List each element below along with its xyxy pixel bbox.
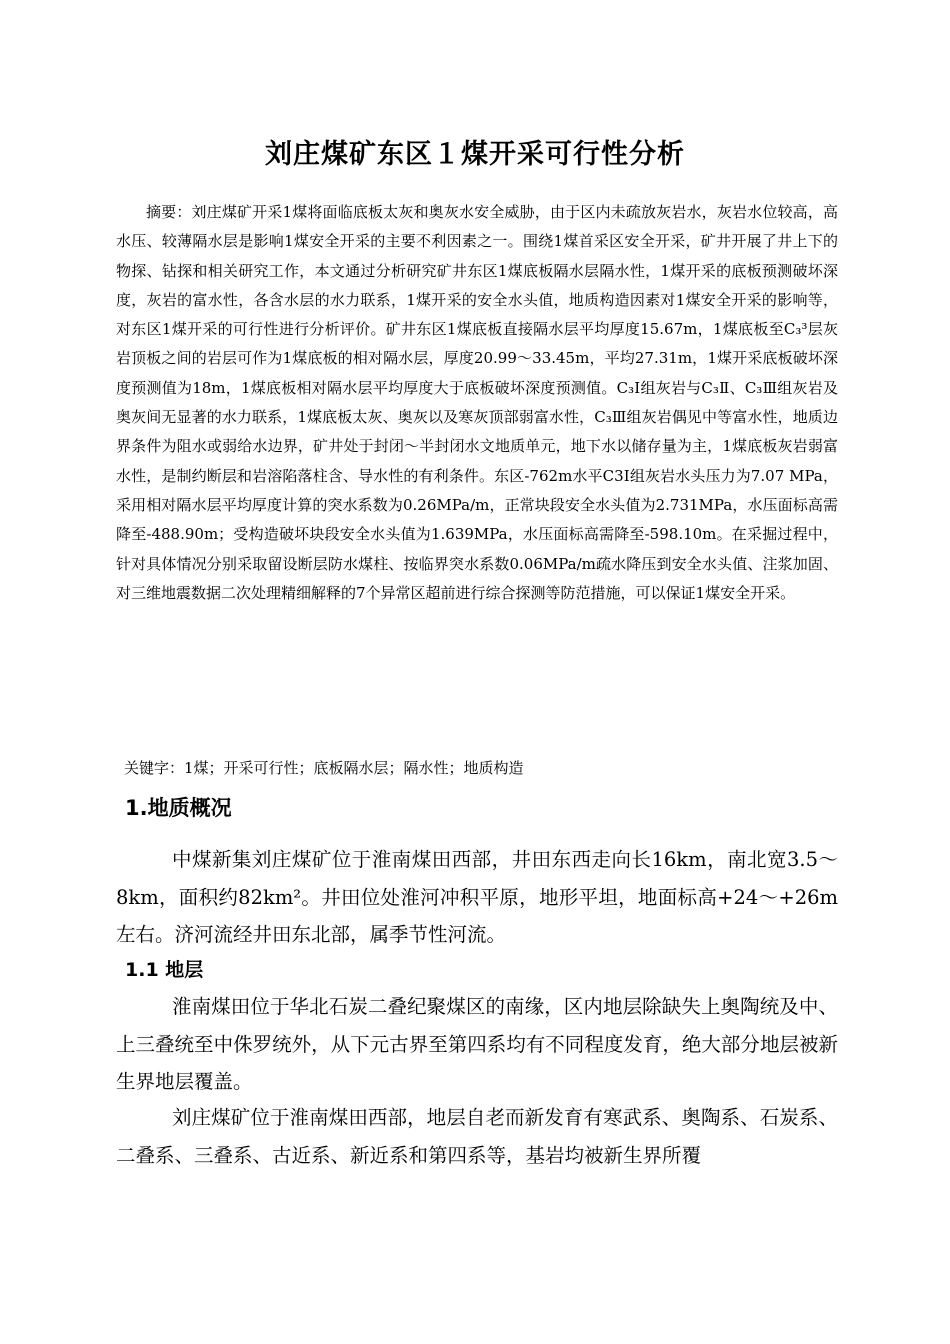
paper-title: 刘庄煤矿东区１煤开采可行性分析	[265, 139, 685, 170]
body-paragraph: 刘庄煤矿位于淮南煤田西部，地层自老而新发育有寒武系、奥陶系、石炭系、二叠系、三叠系、古近系、新近系和第四系等，基岩均被新生界所覆	[116, 1106, 838, 1167]
abstract-paragraph: 摘要：刘庄煤矿开采1煤将面临底板太灰和奥灰水安全威胁，由于区内未疏放灰岩水，灰岩水位较高，高水压、较薄隔水层是影响1煤安全开采的主要不利因素之一。围绕1煤首采区安全开采，矿井开展了井上下的物探、钻探和相关研究工作，本文通过分析研究矿井东区1煤底板隔水层隔水性，1煤开采的底板预测破坏深度，灰岩的富水性，各含水层的水力联系，1煤开采的安全水头值，地质构造因素对1煤安全开采的影响等，对东区1煤开采的可行性进行分析评价。矿井东区1煤底板直接隔水层平均厚度15.67m，1煤底板至C₃³层灰岩顶板之间的岩层可作为1煤底板的相对隔水层，厚度20.99～33.45m，平均27.31m，1煤开采底板破坏深度预测值为18m，1煤底板相对隔水层平均厚度大于底板破坏深度预测值。C₃Ⅰ组灰岩与C₃Ⅱ、C₃Ⅲ组灰岩及奥灰间无显著的水力联系，1煤底板太灰、奥灰以及寒灰顶部弱富水性，C₃Ⅲ组灰岩偶见中等富水性，地质边界条件为阻水或弱给水边界，矿井处于封闭～半封闭水文地质单元，地下水以储存量为主，1煤底板灰岩弱富水性，是制约断层和岩溶陷落柱含、导水性的有利条件。东区-762m水平C3Ⅰ组灰岩水头压力为7.07 MPa，采用相对隔水层平均厚度计算的突水系数为0.26MPa/m，正常块段安全水头值为2.731MPa，水压面标高需降至-488.90m；受构造破坏块段安全水头值为1.639MPa，水压面标高需降至-598.10m。在采掘过程中，针对具体情况分别采取留设断层防水煤柱、按临界突水系数0.06MPa/m疏水降压到安全水头值、注浆加固、对三维地震数据二次处理精细解释的7个异常区超前进行综合探测等防范措施，可以保证1煤安全开采。	[116, 203, 838, 602]
body-paragraph: 中煤新集刘庄煤矿位于淮南煤田西部，井田东西走向长16km，南北宽3.5～8km，面积约82km²。井田位处淮河冲积平原，地形平坦，地面标高+24～+26m左右。济河流经井田东北部，属季节性河流。	[116, 848, 838, 946]
keywords-line: 关键字：1煤；开采可行性；底板隔水层；隔水性；地质构造	[124, 759, 524, 777]
body-paragraph: 淮南煤田位于华北石炭二叠纪聚煤区的南缘，区内地层除缺失上奥陶统及中、上三叠统至中侏罗统外，从下元古界至第四系均有不同程度发育，绝大部分地层被新生界地层覆盖。	[116, 995, 838, 1093]
section-heading-geology-overview: 1.地质概况	[125, 796, 232, 820]
subsection-heading-strata: 1.1 地层	[125, 959, 204, 981]
